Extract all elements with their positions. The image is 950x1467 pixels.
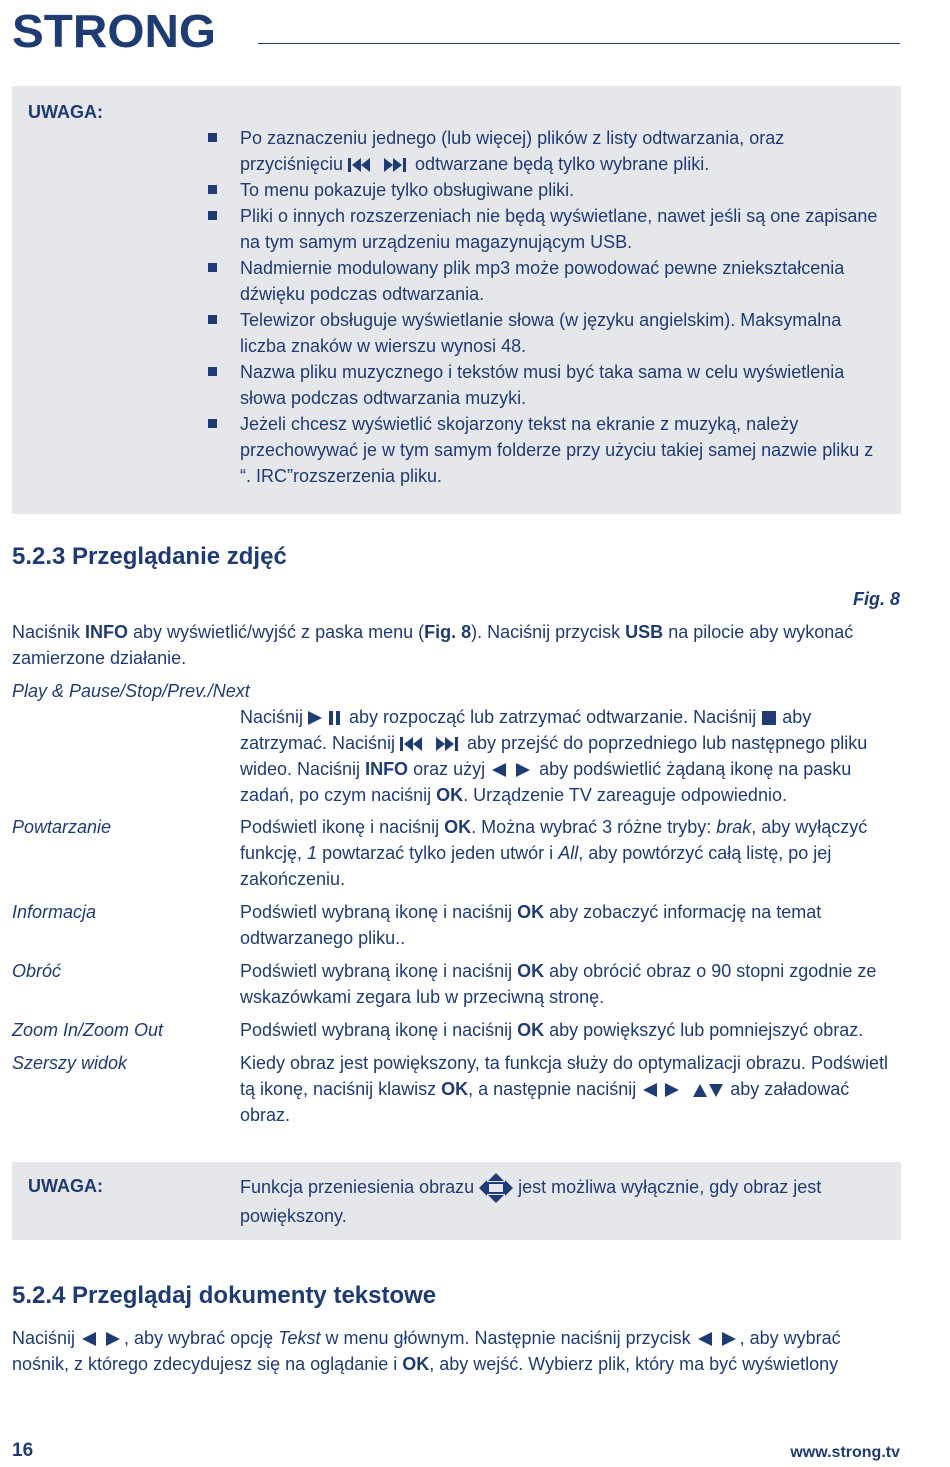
left-right-arrows-icon [696,1331,740,1347]
desc-information: Podświetl wybraną ikonę i naciśnij OK aby zobaczyć informację na temat odtwarzanego pliku.. [240,902,822,948]
move-image-icon [479,1173,513,1203]
term-repeat: Powtarzanie [12,817,112,837]
desc-rotate: Podświetl wybraną ikonę i naciśnij OK aby obrócić obraz o 90 stopni zgodnie ze wskazówkami zegara lub w przeciwną stronę. [240,961,877,1007]
left-right-arrows-icon [80,1331,124,1347]
section-text-docs: Naciśnij , aby wybrać opcję Tekst w menu głównym. Następnie naciśnij przycisk , aby wybrać nośnik, z którego zdecydujesz się na oglądanie i OK, aby wejść. Wybierz plik, który ma być wyświetlony [12,1328,841,1374]
term-wide-view: Szerszy widok [12,1053,128,1073]
bullet-square-icon [208,133,217,142]
list-item: Jeżeli chcesz wyświetlić skojarzony tekst na ekranie z muzyką, należy przechowywać je w tym samym folderze przy użyciu takiej samej nazwie pliku z “. IRC”rozszerzenia pliku. [208,411,878,489]
prev-next-icon [348,157,410,173]
note-box-image-move [12,1162,901,1240]
section-heading: 5.2.3 Przeglądanie zdjęć [12,543,287,570]
list-item: Nadmiernie modulowany plik mp3 może powodować pewne zniekształcenia dźwięku podczas odtwarzania. [208,255,878,307]
term-information: Informacja [12,902,97,922]
list-item: Nazwa pliku muzycznego i tekstów musi być taka sama w celu wyświetlenia słowa podczas odtwarzania muzyki. [208,359,878,411]
subheading-play-controls: Play & Pause/Stop/Prev./Next [12,681,250,701]
note-text: Funkcja przeniesienia obrazu jest możliwa wyłącznie, gdy obraz jest powiększony. [240,1173,880,1229]
note-label: UWAGA: [28,102,103,122]
play-controls-description: Naciśnij aby rozpocząć lub zatrzymać odtwarzanie. Naciśnij aby zatrzymać. Naciśnij aby przejść do poprzedniego lub następnego pliku wideo. Naciśnij INFO oraz użyj aby podświetlić żądaną ikonę na pasku zadań, po czym naciśnij OK. Urządzenie TV zareaguje odpowiednio. [240,707,868,805]
bullet-square-icon [208,263,217,272]
section-intro: Naciśnik INFO aby wyświetlić/wyjść z paska menu (Fig. 8). Naciśnij przycisk USB na pilocie aby wykonać zamierzone działanie. [12,622,854,668]
list-item: Telewizor obsługuje wyświetlanie słowa (w języku angielskim). Maksymalna liczba znaków w wierszu wynosi 48. [208,307,878,359]
svg-text:STRONG: STRONG [12,8,216,54]
footer-url[interactable]: www.strong.tv [790,1444,900,1461]
term-zoom: Zoom In/Zoom Out [12,1020,164,1040]
bullet-square-icon [208,419,217,428]
page-number: 16 [12,1440,34,1461]
note-box-playlist [12,86,901,514]
term-rotate: Obróć [12,961,62,981]
four-arrows-icon [641,1082,725,1098]
desc-wide-view: Kiedy obraz jest powiększony, ta funkcja służy do optymalizacji obrazu. Podświetl tą ikonę, naciśnij klawisz OK, a następnie naciśnij aby załadować obraz. [240,1053,888,1125]
bullet-square-icon [208,185,217,194]
bullet-square-icon [208,315,217,324]
section-heading: 5.2.4 Przeglądaj dokumenty tekstowe [12,1282,437,1309]
prev-next-icon [400,736,462,752]
stop-icon [761,710,777,726]
bullet-square-icon [208,211,217,220]
desc-repeat: Podświetl ikonę i naciśnij OK. Można wybrać 3 różne tryby: brak, aby wyłączyć funkcję, 1 powtarzać tylko jeden utwór i All, aby powtórzyć całą listę, po jej zakończeniu. [240,817,868,889]
header-rule [258,43,900,44]
list-item: Po zaznaczeniu jednego (lub więcej) plików z listy odtwarzania, oraz przyciśnięciu odtwarzane będą tylko wybrane pliki. [208,125,878,177]
bullet-square-icon [208,367,217,376]
list-item: To menu pokazuje tylko obsługiwane pliki. [208,177,878,203]
figure-label: Fig. 8 [852,589,900,609]
strong-logo [12,8,217,54]
note-label: UWAGA: [28,1176,103,1196]
play-pause-icon [308,710,344,726]
left-right-arrows-icon [490,762,534,778]
list-item: Pliki o innych rozszerzeniach nie będą wyświetlane, nawet jeśli są one zapisane na tym samym urządzeniu magazynującym USB. [208,203,878,255]
note-bullet-list [208,125,878,489]
desc-zoom: Podświetl wybraną ikonę i naciśnij OK aby powiększyć lub pomniejszyć obraz. [240,1020,864,1040]
